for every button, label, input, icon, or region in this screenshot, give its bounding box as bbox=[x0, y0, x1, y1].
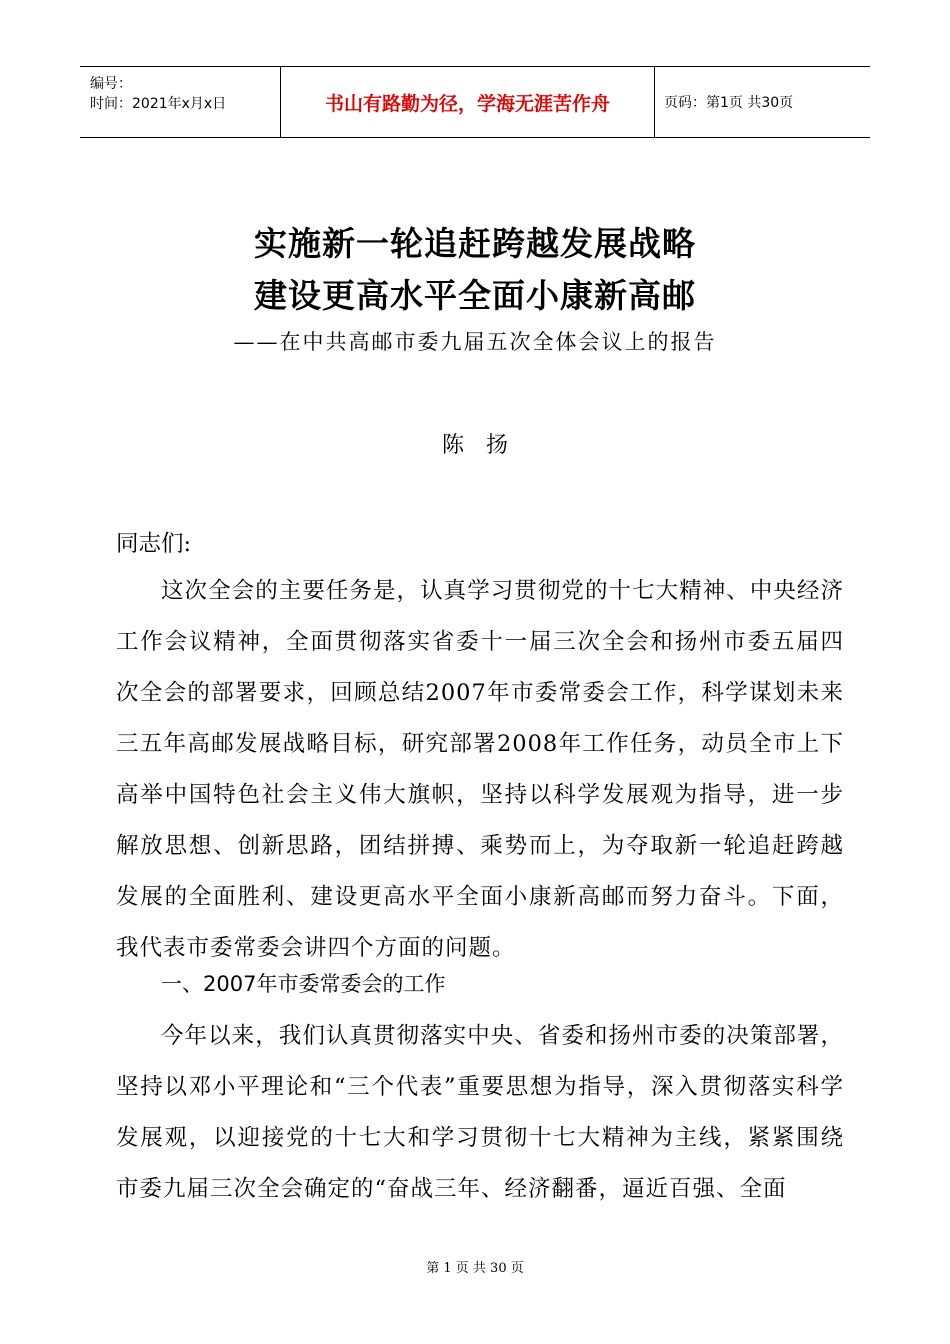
author: 陈 扬 bbox=[441, 433, 508, 458]
time-label: 时间：2021年x月x日 bbox=[90, 96, 227, 112]
page-footer: 第 1 页 共 30 页 bbox=[426, 1261, 524, 1276]
paragraph-2: 今年以来，我们认真贯彻落实中央、省委和扬州市委的决策部署，坚持以邓小平理论和“三个代表”重要思想为指导，深入贯彻落实科学发展观，以迎接党的十七大和学习贯彻十七大精神为主线，紧紧围绕市委九届三次全会确定的“奋战三年、经济翻番，逼近百强、全面 bbox=[116, 1023, 844, 1202]
header-meta-cell bbox=[80, 67, 280, 137]
title-line-2: 建设更高水平全面小康新高邮 bbox=[254, 276, 696, 315]
document-header bbox=[80, 66, 870, 138]
title-line-1: 实施新一轮追赶跨越发展战略 bbox=[254, 224, 696, 263]
section-1-heading: 一、2007年市委常委会的工作 bbox=[161, 972, 446, 996]
subtitle: ——在中共高邮市委九届五次全体会议上的报告 bbox=[233, 330, 717, 354]
header-motto: 书山有路勤为径，学海无涯苦作舟 bbox=[280, 67, 655, 137]
header-page-label: 页码：第1页 共30页 bbox=[664, 95, 794, 111]
salutation: 同志们: bbox=[116, 531, 192, 557]
number-label: 编号： bbox=[90, 76, 132, 92]
paragraph-1: 这次全会的主要任务是，认真学习贯彻党的十七大精神、中央经济工作会议精神，全面贯彻落实省委十一届三次全会和扬州市委五届四次全会的部署要求，回顾总结2007年市委常委会工作，科学谋划未来三五年高邮发展战略目标，研究部署2008年工作任务，动员全市上下高举中国特色社会主义伟大旗帜，坚持以科学发展观为指导，进一步解放思想、创新思路，团结拼搏、乘势而上，为夺取新一轮追赶跨越发展的全面胜利、建设更高水平全面小康新高邮而努力奋斗。下面，我代表市委常委会讲四个方面的问题。 bbox=[116, 578, 844, 961]
